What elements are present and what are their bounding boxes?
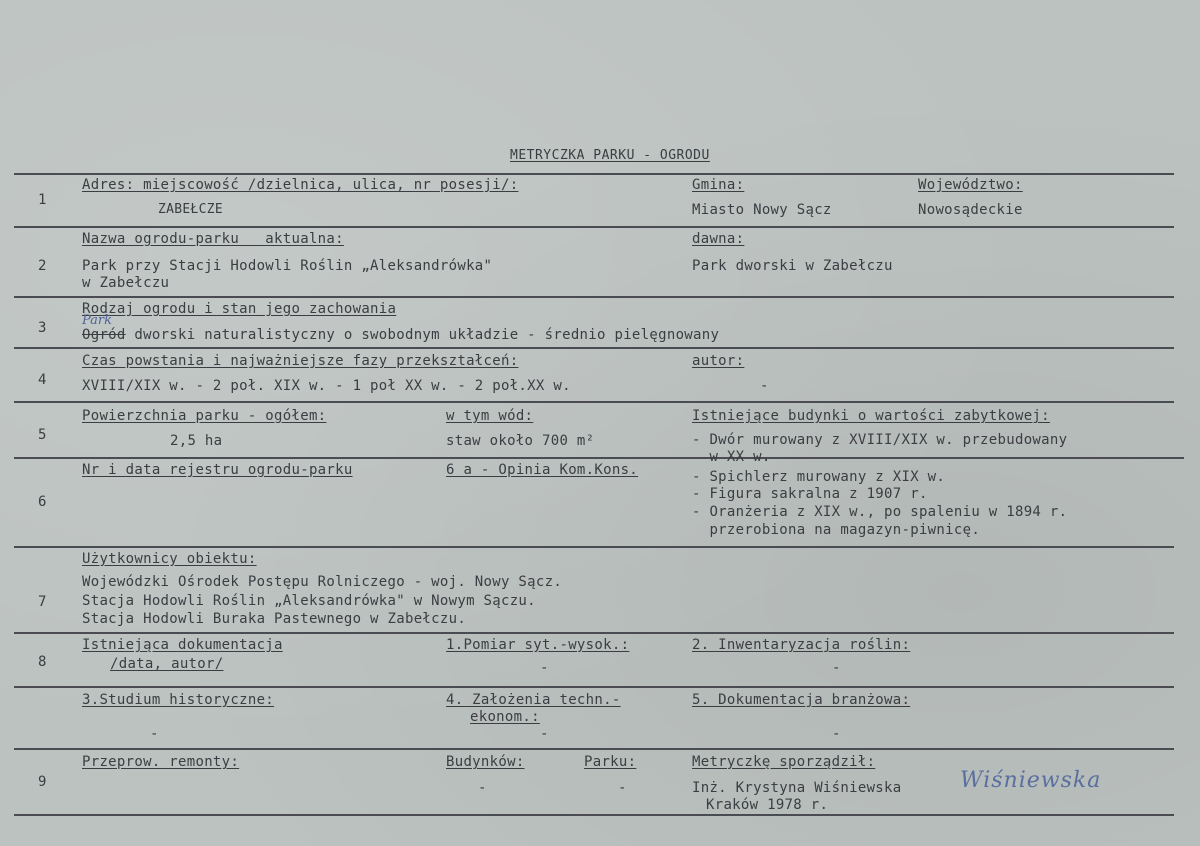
phases-label: Czas powstania i najważniejsze fazy przekształceń: [82, 353, 519, 369]
rule-3 [14, 347, 1174, 349]
gmina-value: Miasto Nowy Sącz [692, 202, 832, 218]
row-number: 3 [38, 320, 47, 336]
buildings-item: - Spichlerz murowany z XIX w. [692, 469, 946, 485]
buildings-item: - Figura sakralna z 1907 r. [692, 486, 928, 502]
water-label: w tym wód: [446, 408, 534, 424]
park-renov-value: - [618, 780, 627, 796]
area-label: Powierzchnia parku - ogółem: [82, 408, 327, 424]
rule-4 [14, 401, 1174, 403]
phases-value: XVIII/XIX w. - 2 poł. XIX w. - 1 poł XX w. - 2 poł.XX w. [82, 378, 571, 394]
gmina-label: Gmina: [692, 177, 745, 193]
park-name-value: Park przy Stacji Hodowli Roślin „Aleksandrówka" [82, 258, 493, 274]
registry-label: Nr i data rejestru ogrodu-parku [82, 462, 353, 478]
park-name-label: Nazwa ogrodu-parku aktualna: [82, 231, 344, 247]
garden-type-label: Rodzaj ogrodu i stan jego zachowania [82, 301, 397, 317]
documentation-label: Istniejąca dokumentacja [82, 637, 283, 653]
voivodeship-value: Nowosądeckie [918, 202, 1023, 218]
rule-top [14, 173, 1174, 175]
tech-econ-label: 4. Założenia techn.- [446, 692, 621, 708]
garden-type-value [82, 327, 719, 343]
water-value: staw około 700 m² [446, 433, 595, 449]
row-number: 1 [38, 192, 47, 208]
plant-inventory-value: - [832, 660, 841, 676]
document-title: METRYCZKA PARKU - OGRODU [510, 148, 710, 163]
plant-inventory-label: 2. Inwentaryzacja roślin: [692, 637, 911, 653]
row-number: 4 [38, 372, 47, 388]
documentation-sublabel: /data, autor/ [110, 656, 224, 672]
row-number: 2 [38, 258, 47, 274]
users-line: Stacja Hodowli Roślin „Aleksandrówka" w Nowym Sączu. [82, 593, 536, 609]
author-label: autor: [692, 353, 745, 369]
users-label: Użytkownicy obiektu: [82, 551, 257, 567]
tech-econ-value: - [540, 726, 549, 742]
tech-econ-sublabel: ekonom.: [470, 709, 540, 725]
address-value: ZABEŁCZE [158, 202, 224, 217]
rule-1 [14, 226, 1174, 228]
row-number: 9 [38, 774, 47, 790]
rule-bottom [14, 814, 1174, 816]
users-line: Wojewódzki Ośrodek Postępu Rolniczego - woj. Nowy Sącz. [82, 574, 563, 590]
area-value: 2,5 ha [170, 433, 223, 449]
address-label: Adres: miejscowość /dzielnica, ulica, nr posesji/: [82, 177, 519, 193]
handwritten-correction: Park [82, 313, 113, 328]
author-value: - [760, 378, 769, 394]
garden-type-text: dworski naturalistyczny o swobodnym układzie - średnio pielęgnowany [125, 327, 720, 343]
branch-docs-label: 5. Dokumentacja branżowa: [692, 692, 911, 708]
buildings-label: Istniejące budynki o wartości zabytkowej: [692, 408, 1050, 424]
row-number: 7 [38, 594, 47, 610]
row-number: 6 [38, 494, 47, 510]
survey-value: - [540, 660, 549, 676]
rule-8 [14, 686, 1174, 688]
voivodeship-label: Województwo: [918, 177, 1023, 193]
rule-2 [14, 296, 1174, 298]
buildings-item: - Oranżeria z XIX w., po spaleniu w 1894 r. [692, 504, 1068, 520]
historical-study-value: - [150, 726, 159, 742]
historical-study-label: 3.Studium historyczne: [82, 692, 275, 708]
rule-8b [14, 748, 1174, 750]
signature: Wiśniewska [960, 768, 1102, 793]
row-number: 8 [38, 654, 47, 670]
prepared-by-name: Inż. Krystyna Wiśniewska [692, 780, 902, 796]
rule-5 [14, 457, 1184, 459]
users-line: Stacja Hodowli Buraka Pastewnego w Zabełczu. [82, 611, 467, 627]
park-renov-label: Parku: [584, 754, 637, 770]
prepared-by-label: Metryczkę sporządził: [692, 754, 876, 770]
prepared-place-date: Kraków 1978 r. [706, 797, 829, 813]
rule-7 [14, 632, 1174, 634]
buildings-item: - Dwór murowany z XVIII/XIX w. przebudowany [692, 432, 1068, 448]
buildings-item: przerobiona na magazyn-piwnicę. [692, 522, 981, 538]
rule-6 [14, 546, 1174, 548]
survey-label: 1.Pomiar syt.-wysok.: [446, 637, 630, 653]
buildings-renov-label: Budynków: [446, 754, 525, 770]
struck-word: Ogród [82, 327, 126, 343]
former-name-label: dawna: [692, 231, 745, 247]
buildings-item: w XX w. [692, 449, 771, 465]
former-name-value: Park dworski w Zabełczu [692, 258, 893, 274]
renovations-label: Przeprow. remonty: [82, 754, 240, 770]
branch-docs-value: - [832, 726, 841, 742]
registry-value: 6 a - Opinia Kom.Kons. [446, 462, 639, 478]
row-number: 5 [38, 427, 47, 443]
park-name-value-cont: w Zabełczu [82, 275, 170, 291]
buildings-renov-value: - [478, 780, 487, 796]
